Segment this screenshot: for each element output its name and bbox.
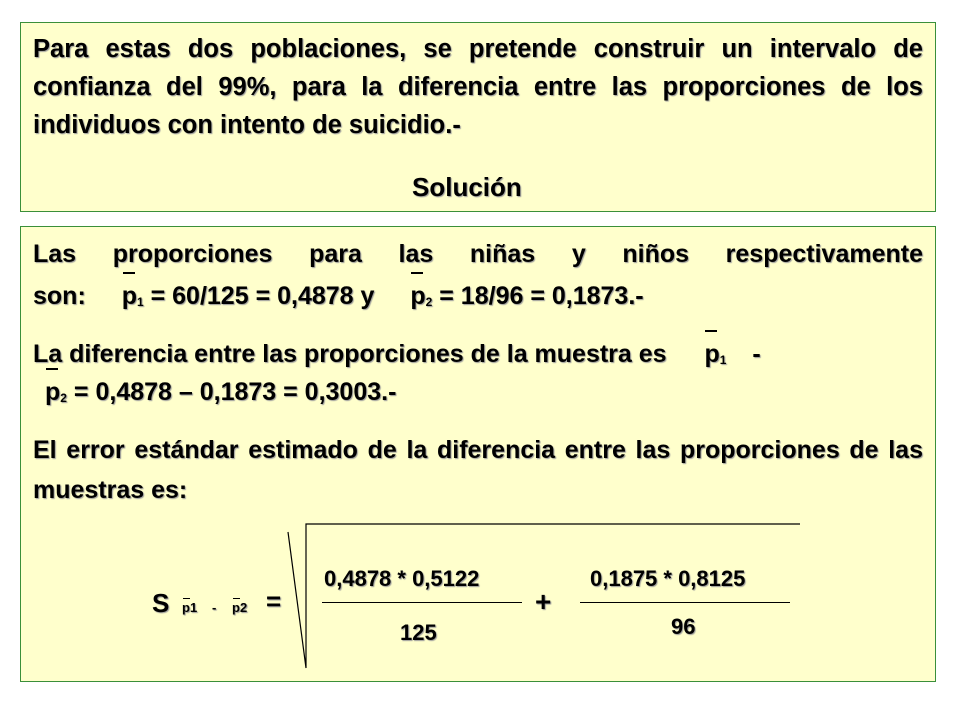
proportions-line-2	[33, 282, 644, 311]
fraction-2-numerator: 0,1875 * 0,8125	[590, 566, 746, 591]
fraction-1-numerator: 0,4878 * 0,5122	[324, 566, 480, 591]
s-sub-p1-bar	[183, 598, 190, 599]
difference-line-1	[33, 340, 761, 369]
fraction-1-denominator: 125	[400, 620, 437, 645]
s-sub-p1: p1	[182, 600, 198, 615]
p2-equation: = 18/96 = 0,1873.-	[439, 282, 644, 310]
minus-sign: -	[752, 340, 761, 368]
s-sub-minus: -	[212, 600, 217, 615]
fraction-2-bar	[580, 602, 790, 603]
p-bar-2-symbol: p2	[410, 282, 433, 310]
standard-error-text: El error estándar estimado de la diferencia entre las proporciones de las muestras es:	[33, 436, 923, 504]
plus-sign: +	[535, 586, 552, 617]
p1-equation: = 60/125 = 0,4878 y	[150, 282, 375, 310]
p-bar-1-symbol: p1	[121, 282, 144, 310]
proportions-line-1: Las proporciones para las niñas y niños respectivamente	[33, 240, 923, 268]
equals-sign: =	[266, 586, 282, 616]
p-bar-1-symbol-b: p1	[704, 340, 727, 368]
fraction-1-bar	[322, 602, 522, 603]
difference-line-2	[45, 378, 396, 407]
fraction-2-denominator: 96	[671, 614, 696, 639]
son-label: son:	[33, 282, 86, 310]
solution-heading: Solución	[412, 172, 522, 202]
difference-equation: = 0,4878 – 0,1873 = 0,3003.-	[73, 378, 397, 406]
problem-statement-text: Para estas dos poblaciones, se pretende construir un intervalo de confianza del 99%, para la diferencia entre las proporciones de los individuos con intento de suicidio.-	[33, 35, 923, 139]
s-sub-p2-bar	[233, 598, 240, 599]
s-sub-p2: p2	[232, 600, 248, 615]
s-label: S	[152, 588, 170, 618]
difference-text: La diferencia entre las proporciones de la muestra es	[33, 340, 667, 368]
p-bar-2-symbol-b: p2	[45, 378, 67, 406]
